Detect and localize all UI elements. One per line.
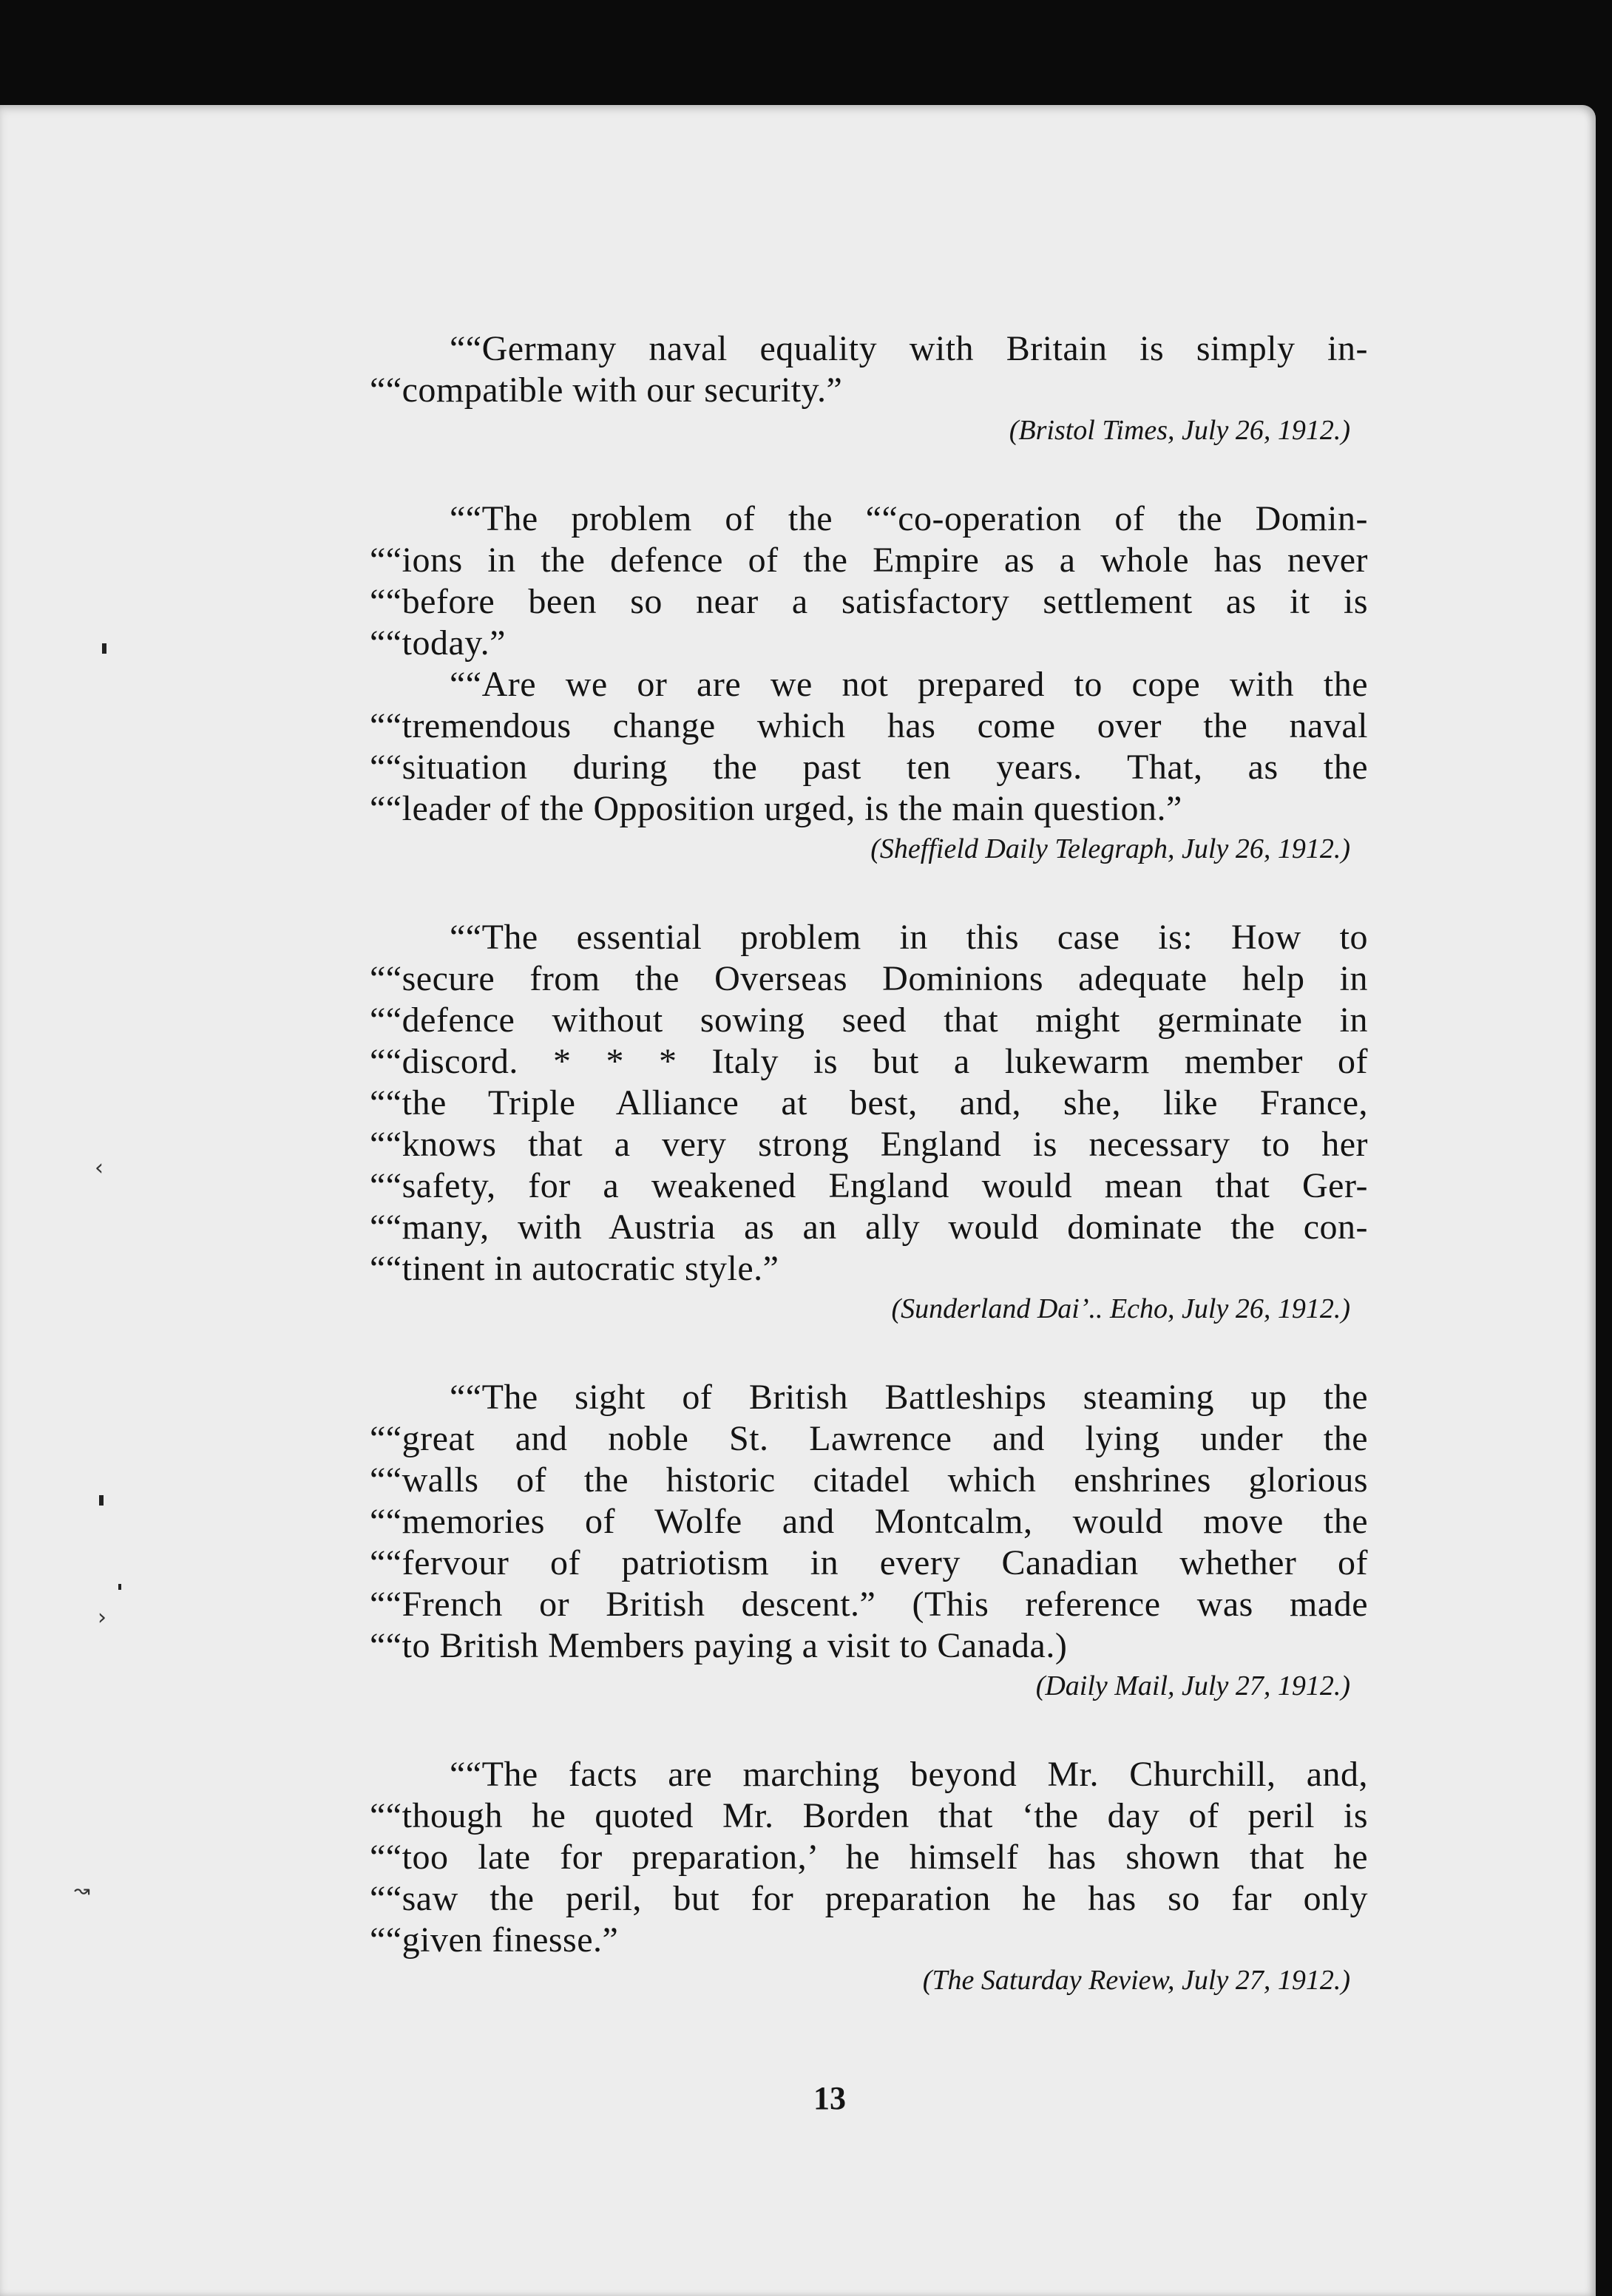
quote-line: ““today.”	[370, 623, 506, 663]
quote-line: ““though he quoted Mr. Borden that ‘the day of peril is	[370, 1796, 1368, 1835]
quote-source: (The Saturday Review, July 27, 1912.)	[922, 1965, 1350, 1996]
quote-source: (Sheffield Daily Telegraph, July 26, 1912.)	[870, 833, 1350, 864]
quote-line: ““defence without sowing seed that might germinate in	[370, 1000, 1368, 1040]
quotation-column	[370, 328, 1368, 2048]
quote-line: ““ions in the defence of the Empire as a whole has never	[370, 541, 1368, 580]
quote-line: ““saw the peril, but for preparation he has so far only	[370, 1879, 1368, 1918]
quote-line: ““the Triple Alliance at best, and, she, like France,	[370, 1083, 1368, 1122]
quote-line: ““knows that a very strong England is necessary to her	[370, 1125, 1368, 1164]
quote-line: ““French or British descent.” (This reference was made	[370, 1585, 1368, 1624]
quote-line: ““too late for preparation,’ he himself has shown that he	[370, 1838, 1368, 1877]
scan-mark: ‹	[95, 1155, 104, 1181]
quote-source: (Daily Mail, July 27, 1912.)	[1035, 1670, 1350, 1701]
quote-line: ““Are we or are we not prepared to cope with the	[450, 665, 1368, 704]
quote-line: ““many, with Austria as an ally would dominate the con-	[370, 1208, 1368, 1247]
quote-line: ““compatible with our security.”	[370, 370, 843, 410]
quote-naval-situation	[370, 664, 1368, 867]
scan-mark	[102, 643, 106, 654]
quote-line: ““great and noble St. Lawrence and lying under the	[370, 1419, 1368, 1458]
quote-line: ““safety, for a weakened England would mean that Ger-	[370, 1166, 1368, 1205]
quote-facts-marching	[370, 1754, 1368, 1998]
scan-mark	[118, 1584, 121, 1590]
quote-line: ““secure from the Overseas Dominions adequate help in	[370, 959, 1368, 998]
quote-dominions-cooperation	[370, 498, 1368, 664]
quote-british-battleships	[370, 1377, 1368, 1704]
quote-line: ““The facts are marching beyond Mr. Churchill, and,	[450, 1755, 1368, 1794]
quote-line: ““Germany naval equality with Britain is simply in-	[450, 329, 1368, 368]
document-page	[0, 105, 1596, 2296]
quote-line: ““tremendous change which has come over the naval	[370, 706, 1368, 745]
quote-source: (Sunderland Daiʼ.. Echo, July 26, 1912.)	[891, 1293, 1350, 1324]
quote-line: ““leader of the Opposition urged, is the main question.”	[370, 789, 1182, 828]
quote-source: (Bristol Times, July 26, 1912.)	[1009, 415, 1350, 446]
quote-line: ““before been so near a satisfactory settlement as it is	[370, 582, 1368, 621]
scan-mark: ›	[98, 1605, 106, 1630]
quote-line: ““The essential problem in this case is: How to	[450, 918, 1368, 957]
quote-line: ““walls of the historic citadel which enshrines glorious	[370, 1460, 1368, 1500]
quote-line: ““tinent in autocratic style.”	[370, 1249, 779, 1288]
quote-essential-problem	[370, 917, 1368, 1327]
quote-line: ““memories of Wolfe and Montcalm, would move the	[370, 1502, 1368, 1541]
quote-line: ““The sight of British Battleships steaming up the	[450, 1378, 1368, 1417]
page-number: 13	[813, 2080, 846, 2116]
quote-line: ““fervour of patriotism in every Canadian whether of	[370, 1543, 1368, 1582]
scan-mark: ↝	[74, 1880, 90, 1902]
quote-line: ““discord. * * * Italy is but a lukewarm member of	[370, 1042, 1368, 1081]
quote-line: ““given finesse.”	[370, 1920, 619, 1960]
quote-line: ““to British Members paying a visit to Canada.)	[370, 1626, 1068, 1665]
quote-line: ““situation during the past ten years. That, as the	[370, 748, 1368, 787]
scan-mark	[99, 1495, 104, 1506]
quote-germany-naval	[370, 328, 1368, 448]
quote-line: ““The problem of the ““co-operation of the Domin-	[450, 499, 1368, 538]
